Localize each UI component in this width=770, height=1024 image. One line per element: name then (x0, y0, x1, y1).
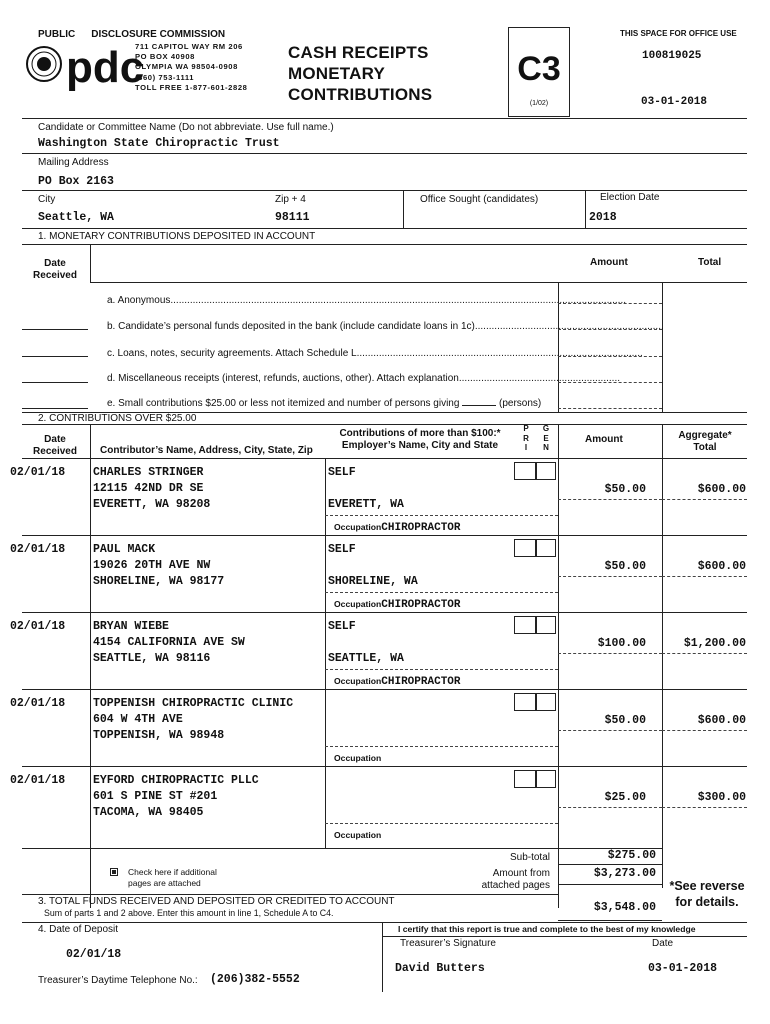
section2-amount-label: Amount (585, 434, 623, 445)
committee-name-label: Candidate or Committee Name (Do not abbreviate. Use full name.) (38, 122, 334, 133)
treasurer-signature[interactable]: David Butters (395, 962, 485, 975)
see-reverse-note: *See reverse for details. (669, 879, 745, 909)
contribution-amount[interactable]: $25.00 (604, 791, 646, 804)
primary-label: P R I (523, 424, 529, 452)
general-label: G E N (542, 424, 550, 452)
primary-checkbox[interactable] (514, 616, 536, 634)
phone-label: Treasurer’s Daytime Telephone No.: (38, 975, 198, 986)
form-title: CASH RECEIPTS MONETARY CONTRIBUTIONS (288, 43, 433, 104)
section1-row-misc: d. Miscellaneous receipts (interest, refunds, auctions, other). Attach explanation.......................................................... (107, 373, 621, 384)
contributor-address[interactable]: 12115 42ND DR SE (93, 482, 204, 495)
subtotal-value: $275.00 (607, 849, 656, 862)
office-date: 03-01-2018 (641, 96, 708, 108)
section1-title: 1. MONETARY CONTRIBUTIONS DEPOSITED IN ACCOUNT (38, 231, 316, 242)
general-checkbox[interactable] (536, 770, 556, 788)
contribution-date[interactable]: 02/01/18 (10, 543, 66, 556)
contribution-date[interactable]: 02/01/18 (10, 697, 66, 710)
aggregate-total[interactable]: $300.00 (697, 791, 746, 804)
primary-checkbox[interactable] (514, 693, 536, 711)
sign-date-label: Date (652, 938, 674, 949)
section1-row-personal-funds: b. Candidate’s personal funds deposited in the bank (include candidate loans in 1c).................................................................... (107, 321, 664, 332)
contributor-address[interactable]: 19026 20TH AVE NW (93, 559, 211, 572)
contribution-amount[interactable]: $50.00 (604, 714, 646, 727)
address-line: 711 CAPITOL WAY RM 206 (135, 42, 243, 51)
additional-pages-checkbox[interactable] (110, 868, 118, 876)
occupation-label: Occupation (334, 753, 382, 763)
general-checkbox[interactable] (536, 539, 556, 557)
logo-lettering: pdc (66, 43, 145, 92)
contribution-amount[interactable]: $100.00 (597, 637, 646, 650)
office-sought-label: Office Sought (candidates) (420, 194, 539, 205)
contributor-address[interactable]: 4154 CALIFORNIA AVE SW (93, 636, 245, 649)
employer-name[interactable]: SELF (328, 620, 356, 633)
primary-checkbox[interactable] (514, 462, 536, 480)
section1-row-small: e. Small contributions $25.00 or less not itemized and number of persons giving (persons) (107, 398, 542, 409)
aggregate-label: Aggregate* Total (678, 430, 732, 453)
contribution-date[interactable]: 02/01/18 (10, 620, 66, 633)
section2-date-label: Date Received (33, 434, 77, 457)
deposit-date[interactable]: 02/01/18 (66, 948, 122, 961)
section3-title: 3. TOTAL FUNDS RECEIVED AND DEPOSITED OR CREDITED TO ACCOUNT (38, 896, 395, 907)
contributor-address[interactable]: 601 S PINE ST #201 (93, 790, 218, 803)
election-date-label: Election Date (600, 192, 660, 203)
employer-name[interactable]: SELF (328, 466, 356, 479)
sign-date[interactable]: 03-01-2018 (648, 962, 718, 975)
aggregate-total[interactable]: $600.00 (697, 714, 746, 727)
section1-amount-label: Amount (590, 257, 628, 268)
section1-date-label: Date Received (33, 258, 77, 281)
employer-name[interactable]: SELF (328, 543, 356, 556)
section1-row-anonymous: a. Anonymous.................................................................................................................................................................... (107, 295, 627, 306)
general-checkbox[interactable] (536, 616, 556, 634)
contributor-name[interactable]: BRYAN WIEBE (93, 620, 169, 633)
committee-name[interactable]: Washington State Chiropractic Trust (38, 137, 280, 150)
contributor-city[interactable]: EVERETT, WA 98208 (93, 498, 211, 511)
agency-address (135, 42, 247, 93)
occupation-label: Occupation (334, 830, 382, 840)
occupation-value: CHIROPRACTOR (381, 676, 461, 688)
employer-city[interactable]: SEATTLE, WA (328, 652, 404, 665)
primary-checkbox[interactable] (514, 770, 536, 788)
agency-name: PUBLIC DISCLOSURE COMMISSION (38, 29, 226, 40)
signature-label: Treasurer’s Signature (400, 938, 496, 949)
general-checkbox[interactable] (536, 462, 556, 480)
employer-label: Contributions of more than $100:* Employer’s Name, City and State (339, 428, 501, 451)
address-line: OLYMPIA WA 98504-0908 (135, 62, 238, 72)
mailing-address-label: Mailing Address (38, 157, 109, 168)
contribution-amount[interactable]: $50.00 (604, 560, 646, 573)
treasurer-phone[interactable]: (206)382-5552 (210, 973, 300, 986)
contributor-city[interactable]: SHORELINE, WA 98177 (93, 575, 225, 588)
subtotal-label: Sub-total (509, 852, 550, 863)
contributor-name[interactable]: EYFORD CHIROPRACTIC PLLC (93, 774, 259, 787)
form-code: C3 (517, 50, 561, 88)
election-date[interactable]: 2018 (589, 211, 617, 224)
zip-label: Zip + 4 (275, 194, 306, 205)
aggregate-total[interactable]: $1,200.00 (683, 637, 746, 650)
employer-city[interactable]: SHORELINE, WA (328, 575, 418, 588)
address-line: PO BOX 40908 (135, 52, 195, 62)
city-label: City (38, 194, 56, 205)
contributor-label: Contributor’s Name, Address, City, State, Zip (100, 445, 313, 456)
office-id: 100819025 (642, 50, 702, 62)
pdc-logo (22, 40, 145, 92)
occupation-label: OccupationCHIROPRACTOR (334, 599, 461, 611)
form-revision: (1/02) (529, 100, 549, 107)
occupation-value: CHIROPRACTOR (381, 522, 461, 534)
contributor-address[interactable]: 604 W 4TH AVE (93, 713, 183, 726)
occupation-label: OccupationCHIROPRACTOR (334, 522, 461, 534)
general-checkbox[interactable] (536, 693, 556, 711)
contributor-city[interactable]: TACOMA, WA 98405 (93, 806, 204, 819)
contributor-name[interactable]: TOPPENISH CHIROPRACTIC CLINIC (93, 697, 294, 710)
contributor-name[interactable]: PAUL MACK (93, 543, 156, 556)
employer-city[interactable]: EVERETT, WA (328, 498, 404, 511)
address-line: (360) 753-1111 (135, 72, 195, 82)
primary-checkbox[interactable] (514, 539, 536, 557)
certification: I certify that this report is true and complete to the best of my knowledge (398, 924, 696, 934)
section3-subtitle: Sum of parts 1 and 2 above. Enter this amount in line 1, Schedule A to C4. (44, 908, 334, 918)
aggregate-total[interactable]: $600.00 (697, 483, 746, 496)
occupation-label: OccupationCHIROPRACTOR (334, 676, 461, 688)
attached-pages-label: Amount from attached pages (481, 868, 550, 891)
occupation-value: CHIROPRACTOR (381, 599, 461, 611)
contribution-date[interactable]: 02/01/18 (10, 466, 66, 479)
deposit-date-label: 4. Date of Deposit (38, 924, 119, 935)
contributor-name[interactable]: CHARLES STRINGER (93, 466, 204, 479)
zip-value[interactable]: 98111 (275, 211, 310, 224)
office-use-label: THIS SPACE FOR OFFICE USE (620, 29, 737, 38)
attached-pages-value: $3,273.00 (593, 867, 656, 880)
section1-total-label: Total (698, 257, 722, 268)
contributor-city[interactable]: TOPPENISH, WA 98948 (93, 729, 225, 742)
city-value[interactable]: Seattle, WA (38, 211, 114, 224)
contributor-city[interactable]: SEATTLE, WA 98116 (93, 652, 211, 665)
contribution-date[interactable]: 02/01/18 (10, 774, 66, 787)
address-line: TOLL FREE 1-877-601-2828 (135, 82, 248, 92)
mailing-address[interactable]: PO Box 2163 (38, 175, 114, 188)
section2-title: 2. CONTRIBUTIONS OVER $25.00 (38, 413, 197, 424)
section1-row-loans: c. Loans, notes, security agreements. Attach Schedule L....................................................................................................... (107, 348, 643, 359)
contribution-amount[interactable]: $50.00 (604, 483, 646, 496)
total-funds-value: $3,548.00 (593, 901, 656, 914)
additional-pages-label: Check here if additional pages are attached (128, 867, 217, 888)
aggregate-total[interactable]: $600.00 (697, 560, 746, 573)
